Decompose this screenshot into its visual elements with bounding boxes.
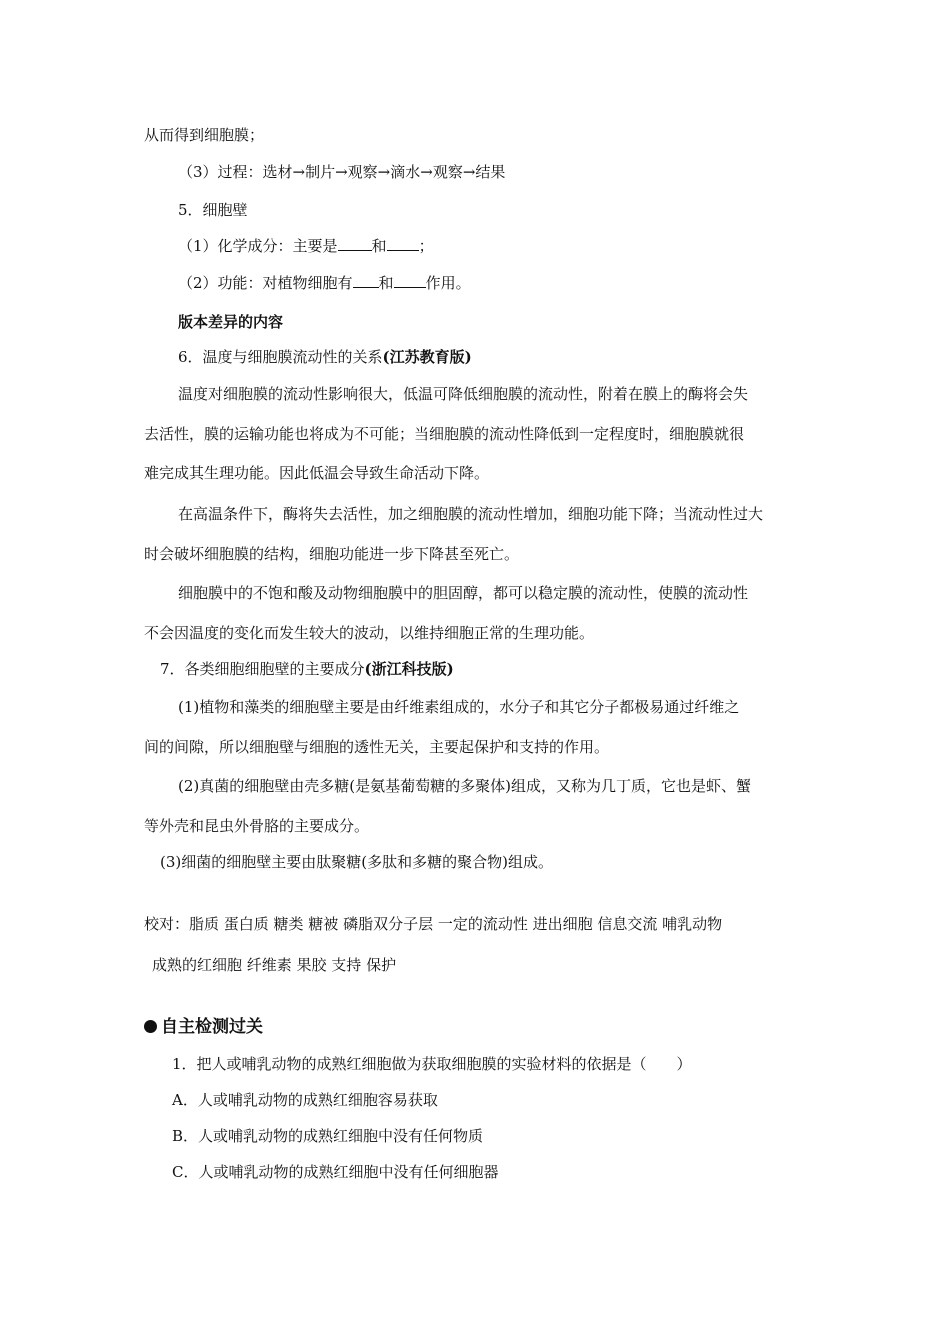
self-test-heading <box>144 1017 263 1037</box>
section-heading: 5．细胞壁 <box>178 201 248 219</box>
heading-text: 自主检测过关 <box>161 1017 263 1037</box>
answer-blank <box>387 236 419 251</box>
text-segment: 作用。 <box>425 274 471 292</box>
text-segment: （1）化学成分：主要是 <box>178 237 338 255</box>
text-segment: 和 <box>378 274 394 292</box>
paragraph-line: 间的间隙，所以细胞壁与细胞的透性无关，主要起保护和支持的作用。 <box>144 738 610 756</box>
edition-tag: (江苏教育版) <box>382 348 472 366</box>
bullet-icon <box>144 1020 157 1033</box>
text-segment: 6．温度与细胞膜流动性的关系 <box>178 348 383 366</box>
answer-option: C．人或哺乳动物的成熟红细胞中没有任何细胞器 <box>172 1163 499 1181</box>
text-line: （3）过程：选材→制片→观察→滴水→观察→结果 <box>178 163 506 181</box>
paragraph-line: 在高温条件下，酶将失去活性，加之细胞膜的流动性增加，细胞功能下降；当流动性过大 <box>178 505 764 523</box>
answer-key-line: 校对：脂质 蛋白质 糖类 糖被 磷脂双分子层 一定的流动性 进出细胞 信息交流 哺乳动物 <box>144 915 723 933</box>
paragraph-line: (3)细菌的细胞壁主要由肽聚糖(多肽和多糖的聚合物)组成。 <box>160 853 553 871</box>
paragraph-line: 时会破坏细胞膜的结构，细胞功能进一步下降甚至死亡。 <box>144 545 520 563</box>
question-stem: 1．把人或哺乳动物的成熟红细胞做为获取细胞膜的实验材料的依据是（ ） <box>172 1055 692 1073</box>
paragraph-line: (2)真菌的细胞壁由壳多糖(是氨基葡萄糖的多聚体)组成，又称为几丁质，它也是虾、蟹 <box>178 777 751 795</box>
paragraph-line: 不会因温度的变化而发生较大的波动，以维持细胞正常的生理功能。 <box>144 624 595 642</box>
paragraph-line: 去活性，膜的运输功能也将成为不可能；当细胞膜的流动性降低到一定程度时，细胞膜就很 <box>144 425 745 443</box>
answer-blank <box>353 273 379 288</box>
subsection-title: 版本差异的内容 <box>178 313 284 331</box>
text-segment: 7．各类细胞细胞壁的主要成分 <box>160 660 365 678</box>
text-line: 从而得到细胞膜； <box>144 126 265 144</box>
edition-tag: (浙江科技版) <box>364 660 454 678</box>
text-segment: 和 <box>371 237 387 255</box>
text-segment: ； <box>418 237 434 255</box>
section-heading <box>160 659 454 679</box>
fill-blank-line <box>178 273 471 293</box>
answer-blank <box>338 236 372 251</box>
answer-blank <box>394 273 426 288</box>
fill-blank-line <box>178 236 434 256</box>
section-heading <box>178 347 472 367</box>
paragraph-line: 细胞膜中的不饱和酸及动物细胞膜中的胆固醇，都可以稳定膜的流动性，使膜的流动性 <box>178 584 749 602</box>
paragraph-line: 难完成其生理功能。因此低温会导致生命活动下降。 <box>144 464 490 482</box>
paragraph-line: 温度对细胞膜的流动性影响很大，低温可降低细胞膜的流动性，附着在膜上的酶将会失 <box>178 385 749 403</box>
paragraph-line: (1)植物和藻类的细胞壁主要是由纤维素组成的，水分子和其它分子都极易通过纤维之 <box>178 698 740 716</box>
text-segment: （2）功能：对植物细胞有 <box>178 274 353 292</box>
answer-option: A．人或哺乳动物的成熟红细胞容易获取 <box>172 1091 438 1109</box>
answer-option: B．人或哺乳动物的成熟红细胞中没有任何物质 <box>172 1127 484 1145</box>
paragraph-line: 等外壳和昆虫外骨胳的主要成分。 <box>144 817 370 835</box>
answer-key-line: 成熟的红细胞 纤维素 果胶 支持 保护 <box>152 956 397 974</box>
